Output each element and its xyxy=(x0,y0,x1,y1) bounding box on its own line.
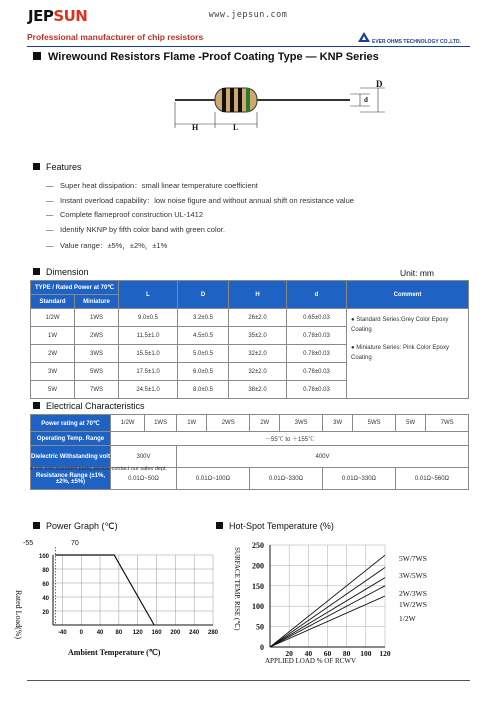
col-header-l: L xyxy=(119,281,178,309)
series-label: 3W/5WS xyxy=(399,571,427,580)
feature-item: — Value range：±5%，±2%，±1% xyxy=(46,241,168,250)
power-graph-heading-text: Power Graph (℃) xyxy=(46,521,118,531)
table-cell: 2W xyxy=(31,345,75,363)
col-header-wire-d: d xyxy=(287,281,347,309)
dim-d-small-label: d xyxy=(364,96,368,104)
page-title-text: Wirewound Resistors Flame -Proof Coating Type — KNP Series xyxy=(48,51,379,63)
table-cell: 1WS xyxy=(145,415,177,432)
table-cell: 5W xyxy=(31,381,75,399)
table-cell: 400V xyxy=(177,446,469,468)
table-cell: 0.78±0.03 xyxy=(287,363,347,381)
comment-standard: ● Standard Series:Grey Color Epoxy Coating xyxy=(351,317,449,333)
power-graph-chart xyxy=(8,535,218,660)
y-tick-label: 80 xyxy=(42,568,49,574)
table-cell: 6.0±0.5 xyxy=(178,363,229,381)
table-cell: 0.01Ω~330Ω xyxy=(322,468,395,490)
header-divider xyxy=(27,46,470,47)
y-tick-label: 60 xyxy=(42,582,49,588)
table-cell: 17.5±1.0 xyxy=(119,363,178,381)
table-cell: 11.5±1.0 xyxy=(119,327,178,345)
square-bullet-icon xyxy=(33,52,41,60)
table-cell: 24.5±1.0 xyxy=(119,381,178,399)
y-tick-label: 100 xyxy=(252,602,264,612)
table-cell: 0.01Ω~560Ω xyxy=(395,468,468,490)
table-cell: 1W xyxy=(31,327,75,345)
table-cell: 3W xyxy=(322,415,352,432)
power-graph-heading xyxy=(33,521,118,532)
feature-item: — Identify NKNP by fifth color band with green color. xyxy=(46,225,225,234)
table-cell: 7WS xyxy=(75,381,119,399)
x-tick-label: -40 xyxy=(58,630,67,636)
x-tick-label: 120 xyxy=(132,630,143,636)
table-cell: 5WS xyxy=(353,415,396,432)
comment-cell xyxy=(347,309,469,399)
logo-text-b: SUN xyxy=(53,7,88,25)
feature-text: Value range：±5%，±2%，±1% xyxy=(60,241,168,250)
type-header: TYPE / Rated Power at 70℃ xyxy=(31,281,119,295)
y-tick-label: 20 xyxy=(42,610,49,616)
table-cell: －55℃ to ＋155℃ xyxy=(111,432,469,446)
table-cell: 32±2.0 xyxy=(229,363,287,381)
hotspot-heading xyxy=(216,521,334,531)
ever-ohms-logo-icon xyxy=(357,30,371,44)
feature-text: Complete flameproof construction UL-1412 xyxy=(60,210,203,219)
table-cell: 2W xyxy=(250,415,280,432)
x-tick-label: 60 xyxy=(323,649,332,658)
table-cell: 5W xyxy=(395,415,425,432)
table-cell: 4.5±0.5 xyxy=(178,327,229,345)
table-cell: 32±2.0 xyxy=(229,345,287,363)
row-header-dielectric: Dielectric Withstanding volt xyxy=(31,446,111,468)
x-tick-label: 120 xyxy=(379,649,391,658)
table-cell: 3.2±0.5 xyxy=(178,309,229,327)
feature-text: Instant overload capability：low noise figure and without annual shift on resistance value xyxy=(60,196,354,205)
x-tick-label: 240 xyxy=(189,630,200,636)
y-tick-label: 50 xyxy=(256,622,264,632)
table-cell: 3WS xyxy=(280,415,323,432)
footnote: ● For non-standard parts, please contact our sales dept. xyxy=(30,466,167,472)
features-heading-text: Features xyxy=(46,162,82,172)
footer-divider xyxy=(27,680,470,681)
dim-D-label: D xyxy=(376,79,383,89)
series-label: 5W/7WS xyxy=(399,554,427,563)
x-axis-label: APPLIED LOAD % OF RCWV xyxy=(265,657,356,665)
y-tick-label: 0 xyxy=(260,643,264,652)
resistor-diagram xyxy=(170,78,390,138)
marker-70-label: 70 xyxy=(71,540,79,547)
table-cell: 9.0±0.5 xyxy=(119,309,178,327)
square-bullet-icon xyxy=(33,402,40,409)
table-cell: 1W xyxy=(177,415,207,432)
dim-l-label: L xyxy=(233,123,239,132)
comment-miniature: ● Miniature Series: Pink Color Epoxy Coating xyxy=(351,345,450,361)
row-header-temp: Operating Temp. Range xyxy=(31,432,111,446)
x-tick-label: 80 xyxy=(115,630,123,636)
x-tick-label: 0 xyxy=(79,630,83,636)
marker-55-label: -55 xyxy=(23,540,34,547)
y-tick-label: 40 xyxy=(42,596,49,602)
dimension-heading-text: Dimension xyxy=(46,267,89,277)
table-cell: 300V xyxy=(111,446,177,468)
table-cell: 0.78±0.03 xyxy=(287,327,347,345)
table-cell: 2WS xyxy=(75,327,119,345)
table-cell: 0.01Ω~330Ω xyxy=(250,468,323,490)
comment-standard-text: Standard Series:Grey Color Epoxy Coating xyxy=(351,317,449,333)
electrical-heading xyxy=(33,401,145,411)
row-header-resistance: Resistance Range (±1%, ±2%, ±5%) xyxy=(31,468,111,490)
table-cell: 15.5±1.0 xyxy=(119,345,178,363)
table-cell: 0.78±0.03 xyxy=(287,345,347,363)
x-tick-label: 160 xyxy=(151,630,162,636)
hotspot-chart xyxy=(225,535,475,670)
dimension-heading xyxy=(33,267,89,277)
table-cell: 8.0±0.5 xyxy=(178,381,229,399)
x-tick-label: 80 xyxy=(342,649,351,658)
x-tick-label: 40 xyxy=(304,649,313,658)
brand-name: EVER OHMS TECHNOLOGY CO.,LTD. xyxy=(372,39,461,45)
feature-item: — Complete flameproof construction UL-1412 xyxy=(46,210,203,219)
table-cell: 1/2W xyxy=(111,415,145,432)
feature-text: Identify NKNP by fifth color band with green color. xyxy=(60,225,225,234)
table-cell: 3WS xyxy=(75,345,119,363)
x-axis-label: Ambient Temperature (℃) xyxy=(68,648,161,657)
x-tick-label: 200 xyxy=(170,630,181,636)
table-cell: 35±2.0 xyxy=(229,327,287,345)
table-cell: 0.65±0.03 xyxy=(287,309,347,327)
table-cell: 1/2W xyxy=(31,309,75,327)
comment-miniature-text: Miniature Series: Pink Color Epoxy Coating xyxy=(351,345,450,361)
tagline: Professional manufacturer of chip resistors xyxy=(27,32,204,42)
unit-label: Unit: mm xyxy=(400,268,434,278)
table-cell: 7WS xyxy=(426,415,469,432)
electrical-heading-text: Electrical Characteristics xyxy=(46,401,145,411)
square-bullet-icon xyxy=(33,163,40,170)
electrical-table xyxy=(30,414,469,490)
page-title xyxy=(33,51,379,63)
col-header-standard: Standard xyxy=(31,295,75,309)
y-tick-label: 150 xyxy=(252,581,264,591)
derating-line xyxy=(55,555,154,625)
website-url[interactable]: www.jepsun.com xyxy=(208,10,288,20)
square-bullet-icon xyxy=(33,522,40,529)
col-header-d: D xyxy=(178,281,229,309)
y-axis-label: SURFACE TEMP. RISE (℃) xyxy=(233,547,241,631)
x-tick-label: 20 xyxy=(285,649,293,658)
footnote-text: For non-standard parts, please contact our sales dept. xyxy=(34,466,167,472)
series-label: 2W/3WS xyxy=(399,589,427,598)
y-tick-label: 250 xyxy=(252,541,264,550)
feature-item: — Instant overload capability：low noise figure and without annual shift on resistance value xyxy=(46,196,354,205)
table-cell: 0.01Ω~100Ω xyxy=(177,468,250,490)
y-axis-label: Rated Load(%) xyxy=(14,590,23,640)
col-header-miniature: Miniature xyxy=(75,295,119,309)
y-tick-label: 100 xyxy=(38,554,49,560)
table-cell: 1WS xyxy=(75,309,119,327)
table-cell: 0.01Ω~50Ω xyxy=(111,468,177,490)
table-cell: 38±2.0 xyxy=(229,381,287,399)
row-header-power: Power rating at 70℃ xyxy=(31,415,111,432)
features-heading xyxy=(33,162,82,172)
logo-text-a: JEP xyxy=(28,7,54,25)
series-label: 1W/2WS xyxy=(399,600,427,609)
table-cell: 2WS xyxy=(207,415,250,432)
col-header-comment: Comment xyxy=(347,281,469,309)
series-label: 1/2W xyxy=(399,614,416,623)
table-cell: 5WS xyxy=(75,363,119,381)
x-tick-label: 100 xyxy=(360,649,372,658)
table-cell: 26±2.0 xyxy=(229,309,287,327)
feature-item: — Super heat dissipation：small linear temperature coefficient xyxy=(46,181,258,190)
hotspot-heading-text: Hot-Spot Temperature (%) xyxy=(229,521,334,531)
x-tick-label: 280 xyxy=(207,630,218,636)
dimension-table xyxy=(30,280,469,399)
feature-text: Super heat dissipation：small linear temperature coefficient xyxy=(60,181,258,190)
table-cell: 0.78±0.03 xyxy=(287,381,347,399)
x-tick-label: 40 xyxy=(96,630,104,636)
col-header-h: H xyxy=(229,281,287,309)
y-tick-label: 200 xyxy=(252,561,264,571)
square-bullet-icon xyxy=(216,522,223,529)
dim-h-label: H xyxy=(192,123,199,132)
table-cell: 3W xyxy=(31,363,75,381)
table-cell: 5.0±0.5 xyxy=(178,345,229,363)
square-bullet-icon xyxy=(33,268,40,275)
